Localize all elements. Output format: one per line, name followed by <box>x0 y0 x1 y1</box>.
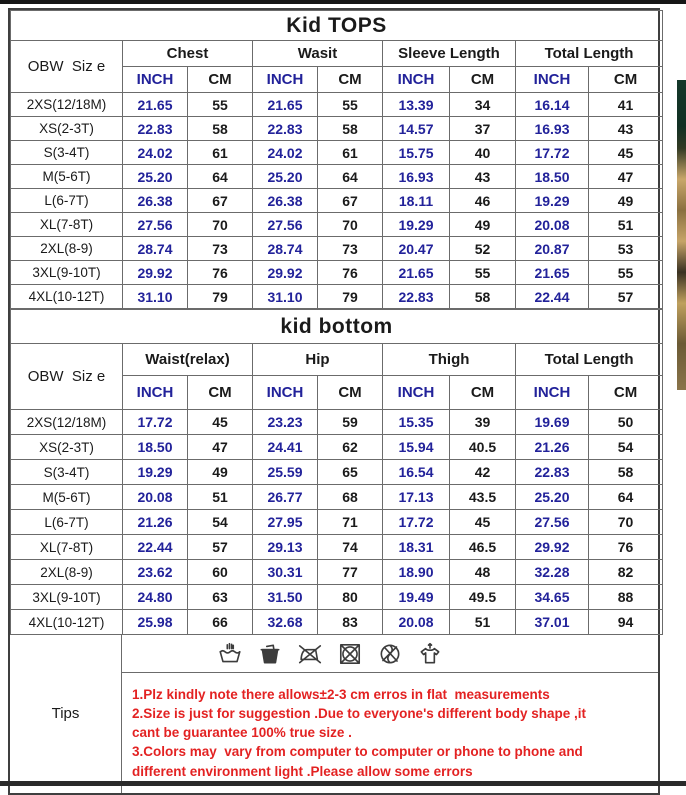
unit-header-inch: INCH <box>123 376 188 410</box>
value-cell: 47 <box>188 435 253 460</box>
value-cell: 26.77 <box>253 485 318 510</box>
value-cell: 64 <box>318 165 383 189</box>
value-cell: 24.02 <box>123 141 188 165</box>
value-cell: 77 <box>318 560 383 585</box>
size-cell: 2XS(12/18M) <box>11 410 123 435</box>
value-cell: 21.65 <box>516 261 589 285</box>
value-cell: 64 <box>188 165 253 189</box>
value-cell: 63 <box>188 585 253 610</box>
value-cell: 52 <box>450 237 516 261</box>
table-row <box>11 460 663 485</box>
size-cell: XS(2-3T) <box>11 435 123 460</box>
value-cell: 83 <box>318 610 383 635</box>
table-row <box>11 213 663 237</box>
value-cell: 53 <box>589 237 663 261</box>
column-group-waist-relax: Waist(relax) <box>123 344 253 376</box>
table-row <box>11 141 663 165</box>
tips-label: Tips <box>10 635 122 793</box>
value-cell: 58 <box>188 117 253 141</box>
value-cell: 17.72 <box>123 410 188 435</box>
table-row <box>11 610 663 635</box>
value-cell: 25.59 <box>253 460 318 485</box>
unit-header-cm: CM <box>589 67 663 93</box>
table-row <box>11 93 663 117</box>
value-cell: 37 <box>450 117 516 141</box>
value-cell: 18.11 <box>383 189 450 213</box>
value-cell: 31.10 <box>123 285 188 309</box>
size-cell: M(5-6T) <box>11 165 123 189</box>
tips-line-3: 3.Colors may vary from computer to computer or phone to phone and different environment light .Please allow some errors <box>132 744 587 779</box>
unit-header-inch: INCH <box>253 67 318 93</box>
value-cell: 58 <box>589 460 663 485</box>
value-cell: 21.26 <box>123 510 188 535</box>
value-cell: 82 <box>589 560 663 585</box>
size-cell: XS(2-3T) <box>11 117 123 141</box>
value-cell: 25.98 <box>123 610 188 635</box>
value-cell: 20.08 <box>123 485 188 510</box>
value-cell: 46.5 <box>450 535 516 560</box>
table-row <box>11 261 663 285</box>
value-cell: 23.23 <box>253 410 318 435</box>
tips-line-1: 1.Plz kindly note there allows±2-3 cm erros in flat measurements <box>132 687 550 702</box>
value-cell: 79 <box>188 285 253 309</box>
value-cell: 58 <box>450 285 516 309</box>
value-cell: 18.50 <box>516 165 589 189</box>
value-cell: 29.13 <box>253 535 318 560</box>
table-row <box>11 435 663 460</box>
column-group-hip: Hip <box>253 344 383 376</box>
tips-section <box>10 635 658 793</box>
size-cell: 3XL(9-10T) <box>11 261 123 285</box>
value-cell: 28.74 <box>253 237 318 261</box>
value-cell: 73 <box>318 237 383 261</box>
value-cell: 25.20 <box>516 485 589 510</box>
value-cell: 20.47 <box>383 237 450 261</box>
value-cell: 34 <box>450 93 516 117</box>
column-group-waist: Wasit <box>253 41 383 67</box>
value-cell: 20.08 <box>383 610 450 635</box>
value-cell: 51 <box>450 610 516 635</box>
value-cell: 20.87 <box>516 237 589 261</box>
value-cell: 55 <box>318 93 383 117</box>
unit-header-inch: INCH <box>516 67 589 93</box>
size-cell: 2XL(8-9) <box>11 237 123 261</box>
value-cell: 25.20 <box>253 165 318 189</box>
value-cell: 21.26 <box>516 435 589 460</box>
value-cell: 43 <box>450 165 516 189</box>
value-cell: 20.08 <box>516 213 589 237</box>
value-cell: 70 <box>188 213 253 237</box>
value-cell: 43.5 <box>450 485 516 510</box>
size-cell: 2XS(12/18M) <box>11 93 123 117</box>
table-row <box>11 535 663 560</box>
value-cell: 29.92 <box>516 535 589 560</box>
table-row <box>11 189 663 213</box>
value-cell: 49 <box>188 460 253 485</box>
value-cell: 42 <box>450 460 516 485</box>
size-cell: L(6-7T) <box>11 510 123 535</box>
care-icons-row <box>122 635 658 673</box>
value-cell: 46 <box>450 189 516 213</box>
value-cell: 32.68 <box>253 610 318 635</box>
kid-tops-table <box>10 10 663 309</box>
value-cell: 25.20 <box>123 165 188 189</box>
value-cell: 19.49 <box>383 585 450 610</box>
garment-icon <box>417 641 443 667</box>
value-cell: 28.74 <box>123 237 188 261</box>
value-cell: 29.92 <box>253 261 318 285</box>
unit-header-cm: CM <box>188 67 253 93</box>
value-cell: 58 <box>318 117 383 141</box>
table-row <box>11 237 663 261</box>
value-cell: 79 <box>318 285 383 309</box>
value-cell: 49 <box>450 213 516 237</box>
value-cell: 26.38 <box>253 189 318 213</box>
value-cell: 17.72 <box>383 510 450 535</box>
value-cell: 22.83 <box>253 117 318 141</box>
column-group-total-length: Total Length <box>516 344 663 376</box>
column-group-sleeve-length: Sleeve Length <box>383 41 516 67</box>
hand-wash-icon <box>217 641 243 667</box>
value-cell: 70 <box>318 213 383 237</box>
value-cell: 21.65 <box>383 261 450 285</box>
top-border-band <box>0 0 686 4</box>
value-cell: 27.56 <box>516 510 589 535</box>
unit-header-inch: INCH <box>123 67 188 93</box>
value-cell: 22.44 <box>123 535 188 560</box>
table-row <box>11 117 663 141</box>
value-cell: 67 <box>188 189 253 213</box>
value-cell: 61 <box>318 141 383 165</box>
tips-text <box>122 673 658 793</box>
table-title: Kid TOPS <box>11 11 663 41</box>
value-cell: 32.28 <box>516 560 589 585</box>
table-row <box>11 510 663 535</box>
value-cell: 76 <box>318 261 383 285</box>
value-cell: 22.83 <box>383 285 450 309</box>
table-row <box>11 585 663 610</box>
unit-header-cm: CM <box>450 67 516 93</box>
unit-header-cm: CM <box>318 376 383 410</box>
size-cell: M(5-6T) <box>11 485 123 510</box>
value-cell: 51 <box>589 213 663 237</box>
bottom-border-band <box>0 781 686 786</box>
value-cell: 64 <box>589 485 663 510</box>
unit-header-inch: INCH <box>383 376 450 410</box>
size-column-header: OBW Siz e <box>11 41 123 93</box>
value-cell: 43 <box>589 117 663 141</box>
value-cell: 37.01 <box>516 610 589 635</box>
kid-bottom-table <box>10 309 663 635</box>
value-cell: 57 <box>589 285 663 309</box>
unit-header-inch: INCH <box>253 376 318 410</box>
value-cell: 76 <box>589 535 663 560</box>
unit-header-cm: CM <box>589 376 663 410</box>
value-cell: 47 <box>589 165 663 189</box>
value-cell: 55 <box>188 93 253 117</box>
do-not-iron-icon <box>297 641 323 667</box>
size-cell: 4XL(10-12T) <box>11 610 123 635</box>
column-group-chest: Chest <box>123 41 253 67</box>
value-cell: 22.83 <box>123 117 188 141</box>
value-cell: 16.93 <box>383 165 450 189</box>
value-cell: 16.54 <box>383 460 450 485</box>
value-cell: 40.5 <box>450 435 516 460</box>
value-cell: 18.90 <box>383 560 450 585</box>
size-cell: L(6-7T) <box>11 189 123 213</box>
size-cell: S(3-4T) <box>11 141 123 165</box>
value-cell: 19.69 <box>516 410 589 435</box>
value-cell: 22.83 <box>516 460 589 485</box>
value-cell: 80 <box>318 585 383 610</box>
do-not-dry-clean-icon <box>377 641 403 667</box>
value-cell: 76 <box>188 261 253 285</box>
value-cell: 73 <box>188 237 253 261</box>
value-cell: 27.95 <box>253 510 318 535</box>
unit-header-inch: INCH <box>516 376 589 410</box>
value-cell: 49.5 <box>450 585 516 610</box>
value-cell: 50 <box>589 410 663 435</box>
value-cell: 15.94 <box>383 435 450 460</box>
size-cell: 3XL(9-10T) <box>11 585 123 610</box>
value-cell: 24.41 <box>253 435 318 460</box>
table-row <box>11 485 663 510</box>
value-cell: 27.56 <box>253 213 318 237</box>
value-cell: 61 <box>188 141 253 165</box>
value-cell: 45 <box>450 510 516 535</box>
unit-header-cm: CM <box>450 376 516 410</box>
value-cell: 70 <box>589 510 663 535</box>
value-cell: 14.57 <box>383 117 450 141</box>
value-cell: 94 <box>589 610 663 635</box>
value-cell: 54 <box>589 435 663 460</box>
value-cell: 15.75 <box>383 141 450 165</box>
value-cell: 16.93 <box>516 117 589 141</box>
value-cell: 22.44 <box>516 285 589 309</box>
value-cell: 27.56 <box>123 213 188 237</box>
value-cell: 41 <box>589 93 663 117</box>
size-chart <box>8 8 660 795</box>
value-cell: 55 <box>589 261 663 285</box>
value-cell: 31.10 <box>253 285 318 309</box>
table-row <box>11 285 663 309</box>
table-title: kid bottom <box>11 310 663 344</box>
table-row <box>11 410 663 435</box>
value-cell: 19.29 <box>383 213 450 237</box>
value-cell: 49 <box>589 189 663 213</box>
adjacent-photo-edge <box>677 80 686 390</box>
value-cell: 13.39 <box>383 93 450 117</box>
value-cell: 16.14 <box>516 93 589 117</box>
value-cell: 57 <box>188 535 253 560</box>
tips-line-2: 2.Size is just for suggestion .Due to everyone's different body shape ,it cant be guarantee 100% true size . <box>132 706 590 741</box>
value-cell: 68 <box>318 485 383 510</box>
value-cell: 59 <box>318 410 383 435</box>
value-cell: 21.65 <box>253 93 318 117</box>
value-cell: 39 <box>450 410 516 435</box>
value-cell: 24.02 <box>253 141 318 165</box>
size-cell: XL(7-8T) <box>11 213 123 237</box>
value-cell: 71 <box>318 510 383 535</box>
value-cell: 51 <box>188 485 253 510</box>
value-cell: 17.13 <box>383 485 450 510</box>
wash-bin-icon <box>257 641 283 667</box>
value-cell: 67 <box>318 189 383 213</box>
value-cell: 45 <box>589 141 663 165</box>
value-cell: 40 <box>450 141 516 165</box>
value-cell: 34.65 <box>516 585 589 610</box>
unit-header-cm: CM <box>188 376 253 410</box>
value-cell: 19.29 <box>123 460 188 485</box>
value-cell: 18.31 <box>383 535 450 560</box>
value-cell: 18.50 <box>123 435 188 460</box>
value-cell: 55 <box>450 261 516 285</box>
value-cell: 60 <box>188 560 253 585</box>
do-not-tumble-dry-icon <box>337 641 363 667</box>
value-cell: 31.50 <box>253 585 318 610</box>
value-cell: 21.65 <box>123 93 188 117</box>
value-cell: 15.35 <box>383 410 450 435</box>
value-cell: 62 <box>318 435 383 460</box>
value-cell: 17.72 <box>516 141 589 165</box>
column-group-thigh: Thigh <box>383 344 516 376</box>
value-cell: 66 <box>188 610 253 635</box>
size-column-header: OBW Siz e <box>11 344 123 410</box>
unit-header-inch: INCH <box>383 67 450 93</box>
table-row <box>11 560 663 585</box>
value-cell: 54 <box>188 510 253 535</box>
value-cell: 74 <box>318 535 383 560</box>
value-cell: 24.80 <box>123 585 188 610</box>
size-cell: 4XL(10-12T) <box>11 285 123 309</box>
column-group-total-length: Total Length <box>516 41 663 67</box>
value-cell: 45 <box>188 410 253 435</box>
value-cell: 88 <box>589 585 663 610</box>
value-cell: 30.31 <box>253 560 318 585</box>
size-cell: 2XL(8-9) <box>11 560 123 585</box>
value-cell: 23.62 <box>123 560 188 585</box>
value-cell: 26.38 <box>123 189 188 213</box>
value-cell: 48 <box>450 560 516 585</box>
table-row <box>11 165 663 189</box>
size-cell: XL(7-8T) <box>11 535 123 560</box>
value-cell: 29.92 <box>123 261 188 285</box>
value-cell: 19.29 <box>516 189 589 213</box>
size-cell: S(3-4T) <box>11 460 123 485</box>
value-cell: 65 <box>318 460 383 485</box>
unit-header-cm: CM <box>318 67 383 93</box>
